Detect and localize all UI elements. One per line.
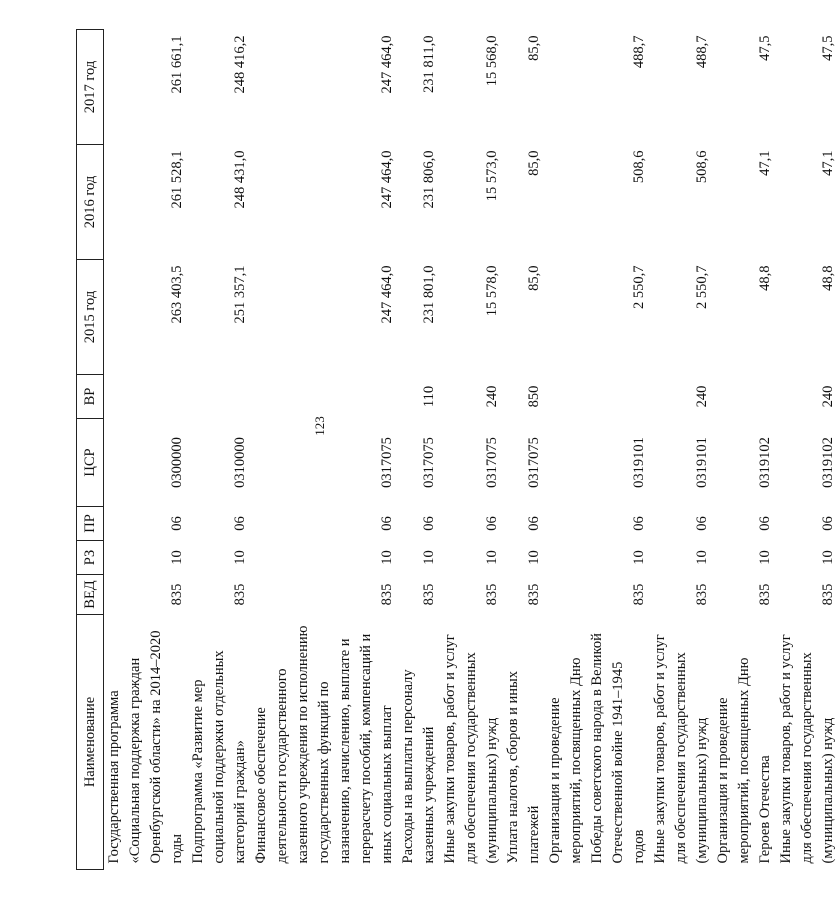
header-rz: РЗ bbox=[77, 541, 104, 575]
header-year-2015: 2015 год bbox=[77, 260, 104, 375]
cell-amount-2016: 231 806,0 bbox=[421, 150, 437, 209]
header-year-2016: 2016 год bbox=[77, 145, 104, 260]
table-row bbox=[503, 30, 545, 870]
cell-ved: 835 bbox=[232, 583, 248, 606]
table-row bbox=[398, 30, 440, 870]
cell-csr: 0317075 bbox=[379, 437, 395, 488]
cell-amount-2017: 488,7 bbox=[694, 35, 710, 69]
cell-name: Иные закупки товаров, работ и услуг для обеспечения государственных (муниципальных) нужд bbox=[442, 634, 500, 864]
cell-rz: 10 bbox=[421, 550, 437, 565]
cell-amount-2015: 2 550,7 bbox=[631, 265, 647, 309]
cell-vr bbox=[713, 375, 776, 419]
cell-pr: 06 bbox=[421, 516, 437, 531]
cell-rz: 10 bbox=[379, 550, 395, 565]
cell-csr: 0317075 bbox=[421, 437, 437, 488]
table-header-row bbox=[77, 30, 104, 870]
cell-rz: 10 bbox=[757, 550, 773, 565]
cell-amount-2015: 247 464,0 bbox=[379, 265, 395, 324]
cell-amount-2017: 261 661,1 bbox=[169, 35, 185, 94]
cell-amount-2016: 261 528,1 bbox=[169, 150, 185, 209]
cell-rz: 10 bbox=[169, 550, 185, 565]
cell-ved: 835 bbox=[526, 583, 542, 606]
cell-pr: 06 bbox=[820, 516, 836, 531]
cell-amount-2015: 231 801,0 bbox=[421, 265, 437, 324]
header-name: Наименование bbox=[77, 615, 104, 870]
cell-vr: 240 bbox=[820, 385, 836, 408]
cell-rz: 10 bbox=[484, 550, 500, 565]
cell-amount-2015: 85,0 bbox=[526, 265, 542, 291]
table-row bbox=[650, 30, 713, 870]
cell-vr bbox=[188, 375, 251, 419]
cell-ved: 835 bbox=[484, 583, 500, 606]
cell-csr: 0317075 bbox=[484, 437, 500, 488]
table-row bbox=[545, 30, 650, 870]
cell-amount-2016: 248 431,0 bbox=[232, 150, 248, 209]
header-csr: ЦСР bbox=[77, 419, 104, 507]
cell-rz: 10 bbox=[820, 550, 836, 565]
cell-csr: 0300000 bbox=[169, 437, 185, 488]
cell-amount-2015: 15 578,0 bbox=[484, 265, 500, 317]
cell-amount-2017: 247 464,0 bbox=[379, 35, 395, 94]
cell-ved: 835 bbox=[379, 583, 395, 606]
cell-rz: 10 bbox=[526, 550, 542, 565]
cell-name: Расходы на выплаты персоналу казенных учреждений bbox=[400, 669, 437, 864]
cell-name: Организация и проведение мероприятий, посвященных Дню Героев Отечества bbox=[715, 657, 773, 864]
header-vr: ВР bbox=[77, 375, 104, 419]
cell-rz: 10 bbox=[631, 550, 647, 565]
cell-name: Организация и проведение мероприятий, посвященных Дню Победы советского народа в Великой Отечественной войне 1941–1945 годов bbox=[547, 633, 647, 864]
table-row bbox=[713, 30, 776, 870]
cell-ved: 835 bbox=[169, 583, 185, 606]
cell-pr: 06 bbox=[379, 516, 395, 531]
cell-amount-2015: 251 357,1 bbox=[232, 265, 248, 324]
cell-rz: 10 bbox=[232, 550, 248, 565]
cell-amount-2017: 85,0 bbox=[526, 35, 542, 61]
budget-table bbox=[76, 29, 839, 870]
cell-pr: 06 bbox=[526, 516, 542, 531]
cell-vr: 850 bbox=[526, 385, 542, 408]
cell-vr: 240 bbox=[484, 385, 500, 408]
cell-ved: 835 bbox=[820, 583, 836, 606]
cell-amount-2017: 47,5 bbox=[757, 35, 773, 61]
cell-csr: 0317075 bbox=[526, 437, 542, 488]
cell-amount-2016: 508,6 bbox=[694, 150, 710, 184]
cell-amount-2016: 247 464,0 bbox=[379, 150, 395, 209]
cell-ved: 835 bbox=[757, 583, 773, 606]
cell-ved: 835 bbox=[694, 583, 710, 606]
cell-amount-2017: 15 568,0 bbox=[484, 35, 500, 87]
cell-amount-2017: 248 416,2 bbox=[232, 35, 248, 94]
cell-pr: 06 bbox=[232, 516, 248, 531]
header-year-2017: 2017 год bbox=[77, 30, 104, 145]
cell-name: Финансовое обеспечение деятельности государственного казенного учреждения по исполнению государственных функций по назначению, начислению, выплате и перерасчету пособий, компенсаций и иных социальных выплат bbox=[253, 625, 395, 864]
cell-amount-2015: 48,8 bbox=[820, 265, 836, 291]
cell-amount-2016: 47,1 bbox=[820, 150, 836, 176]
header-ved: ВЕД bbox=[77, 575, 104, 615]
header-pr: ПР bbox=[77, 507, 104, 541]
table-row bbox=[104, 30, 189, 870]
cell-amount-2017: 488,7 bbox=[631, 35, 647, 69]
cell-pr: 06 bbox=[757, 516, 773, 531]
cell-pr: 06 bbox=[694, 516, 710, 531]
cell-vr bbox=[251, 375, 398, 419]
page-number: 123 bbox=[312, 416, 327, 436]
table-row bbox=[188, 30, 251, 870]
cell-amount-2015: 263 403,5 bbox=[169, 265, 185, 324]
cell-amount-2015: 48,8 bbox=[757, 265, 773, 291]
table-row bbox=[251, 30, 398, 870]
cell-name: Уплата налогов, сборов и иных платежей bbox=[505, 671, 542, 864]
cell-name: Подпрограмма «Развитие мер социальной поддержки отдельных категорий граждан» bbox=[190, 650, 248, 864]
cell-amount-2017: 231 811,0 bbox=[421, 35, 437, 93]
cell-vr bbox=[104, 375, 189, 419]
cell-csr: 0319101 bbox=[631, 437, 647, 488]
cell-name: Иные закупки товаров, работ и услуг для обеспечения государственных (муниципальных) нужд bbox=[652, 634, 710, 864]
cell-amount-2017: 47,5 bbox=[820, 35, 836, 61]
cell-csr: 0310000 bbox=[232, 437, 248, 488]
cell-amount-2016: 508,6 bbox=[631, 150, 647, 184]
rotated-page-content bbox=[76, 30, 836, 870]
cell-ved: 835 bbox=[631, 583, 647, 606]
cell-vr: 240 bbox=[694, 385, 710, 408]
cell-csr: 0319102 bbox=[757, 437, 773, 488]
cell-csr: 0319102 bbox=[820, 437, 836, 488]
cell-amount-2015: 2 550,7 bbox=[694, 265, 710, 309]
cell-amount-2016: 85,0 bbox=[526, 150, 542, 176]
cell-pr: 06 bbox=[484, 516, 500, 531]
cell-pr: 06 bbox=[169, 516, 185, 531]
cell-vr bbox=[545, 375, 650, 419]
cell-rz: 10 bbox=[694, 550, 710, 565]
cell-vr: 110 bbox=[421, 385, 437, 408]
table-row bbox=[440, 30, 503, 870]
cell-amount-2016: 15 573,0 bbox=[484, 150, 500, 202]
cell-name: Иные закупки товаров, работ и услуг для обеспечения государственных (муниципальных) нужд bbox=[778, 634, 836, 864]
cell-pr: 06 bbox=[631, 516, 647, 531]
cell-csr: 0319101 bbox=[694, 437, 710, 488]
cell-name: Государственная программа «Социальная поддержка граждан Оренбургской области» на 2014–2020 годы bbox=[106, 630, 185, 864]
cell-ved: 835 bbox=[421, 583, 437, 606]
table-body bbox=[104, 30, 839, 870]
table-row bbox=[776, 30, 839, 870]
cell-amount-2016: 47,1 bbox=[757, 150, 773, 176]
